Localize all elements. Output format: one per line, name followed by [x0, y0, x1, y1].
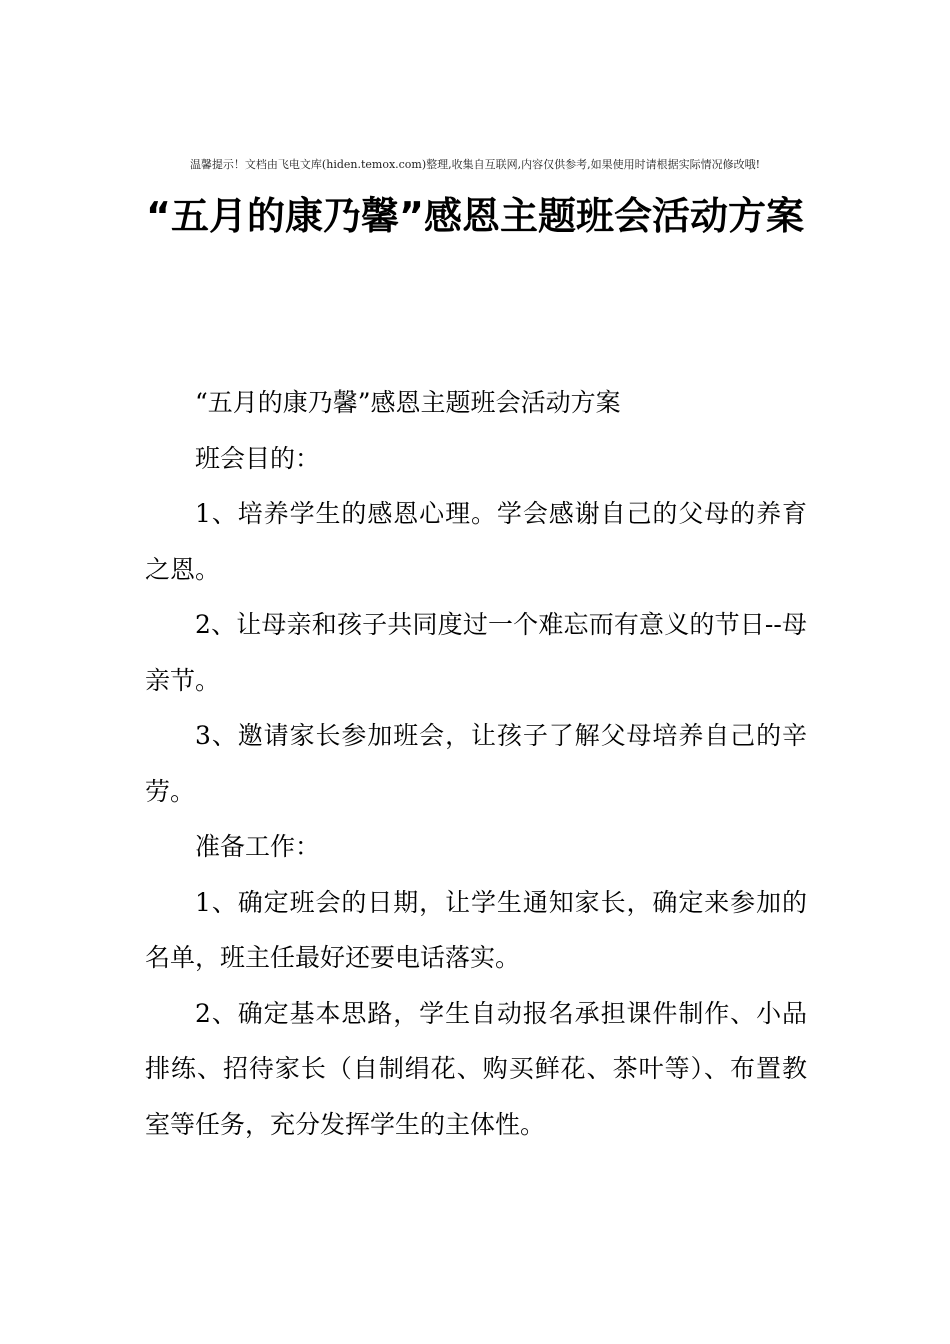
body-paragraph: “五月的康乃馨”感恩主题班会活动方案	[195, 388, 621, 417]
body-paragraph: 准备工作：	[195, 832, 321, 861]
document-body	[145, 375, 807, 1152]
body-paragraph: 班会目的：	[195, 443, 321, 473]
document-title: “五月的康乃馨”感恩主题班会活动方案	[146, 194, 804, 238]
body-paragraph: 1、培养学生的感恩心理。学会感谢自己的父母的养育之恩。	[145, 499, 807, 584]
body-paragraph: 3、邀请家长参加班会，让孩子了解父母培养自己的辛劳。	[145, 721, 807, 806]
body-paragraph: 1、确定班会的日期，让学生通知家长，确定来参加的名单，班主任最好还要电话落实。	[145, 887, 807, 972]
body-paragraph: 2、让母亲和孩子共同度过一个难忘而有意义的节日--母亲节。	[145, 610, 807, 695]
body-paragraph: 2、确定基本思路，学生自动报名承担课件制作、小品排练、招待家长（自制绢花、购买鲜花、茶叶等）、布置教室等任务，充分发挥学生的主体性。	[145, 998, 807, 1139]
header-note: 温馨提示！文档由飞电文库(hiden.temox.com)整理,收集自互联网,内容仅供参考,如果使用时请根据实际情况修改哦!	[189, 158, 761, 171]
